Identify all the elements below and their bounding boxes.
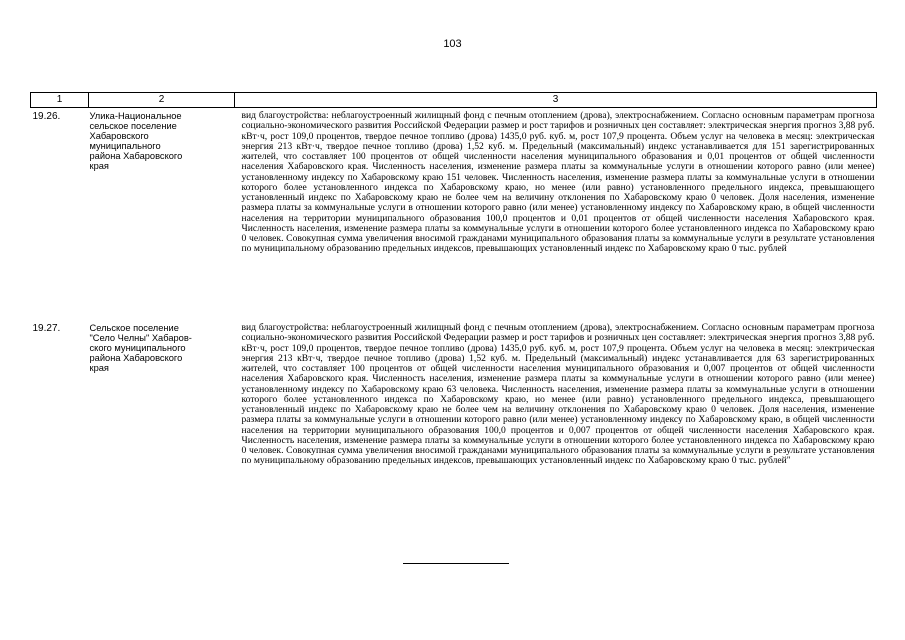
table-header-row	[31, 93, 877, 108]
footer-divider	[403, 563, 509, 564]
municipality-name: Улика-Национальное сельское поселение Хабаровского муниципального района Хабаровского края	[89, 111, 183, 172]
row-number: 19.27.	[32, 323, 61, 334]
table-row	[31, 108, 877, 321]
tariff-description: вид благоустройства: неблагоустроенный жилищный фонд с печным отоплением (дрова), электроснабжением. Согласно основным параметрам прогноза социально-экономического развития Российской Федерации размер и рост тарифов и розничных цен составляет: электрическая энергия прогноз 3,88 руб. кВт·ч, рост 109,0 процентов, твердое печное топливо (дрова) 1435,0 руб. куб. м, рост 107,9 процента. Объем услуг на человека в месяц: электрическая энергия 213 кВт·ч, твердое печное топливо (дрова) 1,52 куб. м. Предельный (максимальный) индекс устанавливается для 151 зарегистрированных жителей, что составляет 100 процентов от общей численности населения муниципального образования и 0,01 процентов от общей численности населения Хабаровского края. Численность населения, изменение размера платы за коммунальные услуги в отношении которого равно (или менее) установленному индексу по Хабаровскому краю 151 человек. Численность населения, изменение размера платы за коммунальные услуги в отношении которого более установленного индекса по Хабаровскому краю, но менее (или равно) установленного предельного индекса, превышающего установленный индекс по Хабаровскому краю не более чем на величину отклонения по Хабаровскому краю 0 человек. Доля населения, изменение размера платы за коммунальные услуги в отношении которого равно (или менее) установленному индексу по Хабаровскому краю, в общей численности населения на территории муниципального образования 100,0 процентов и 0,01 процентов от общей численности населения Хабаровского края. Численность населения, изменение размера платы за коммунальные услуги в отношении которого более установленного индекса по Хабаровскому краю 0 человек. Совокупная сумма увеличения вносимой гражданами муниципального образования платы за коммунальные услуги в результате установления по муниципальному образованию предельных индексов, превышающих установленный индекс по Хабаровскому краю 0 тыс. рублей	[241, 110, 875, 255]
municipality-name: Сельское поселение "Село Челны" Хабаров- ского муниципального района Хабаровского края	[89, 323, 192, 374]
column-header-2: 2	[89, 93, 235, 108]
tariff-description: вид благоустройства: неблагоустроенный жилищный фонд с печным отоплением (дрова), электроснабжением. Согласно основным параметрам прогноза социально-экономического развития Российской Федерации размер и рост тарифов и розничных цен составляет: электрическая энергия прогноз 3,88 руб. кВт·ч, рост 109,0 процентов, твердое печное топливо (дрова) 1435,0 руб. куб. м, рост 107,9 процента. Объем услуг на человека в месяц: электрическая энергия 213 кВт·ч, твердое печное топливо (дрова) 1,52 куб. м. Предельный (максимальный) индекс устанавливается для 63 зарегистрированных жителей, что составляет 100 процентов от общей численности населения муниципального образования и 0,007 процентов от общей численности населения Хабаровского края. Численность населения, изменение размера платы за коммунальные услуги в отношении которого равно (или менее) установленному индексу по Хабаровскому краю 63 человека. Численность населения, изменение размера платы за коммунальные услуги в отношении которого более установленного индекса по Хабаровскому краю, но менее (или равно) установленного предельного индекса, превышающего установленный индекс по Хабаровскому краю не более чем на величину отклонения по Хабаровскому краю 0 человек. Доля населения, изменение размера платы за коммунальные услуги в отношении которого равно (или менее) установленному индексу по Хабаровскому краю, в общей численности населения на территории муниципального образования 100,0 процентов и 0,007 процентов от общей численности населения Хабаровского края. Численность населения, изменение размера платы за коммунальные услуги в отношении которого более установленного индекса по Хабаровскому краю 0 человек. Совокупная сумма увеличения вносимой гражданами муниципального образования платы за коммунальные услуги в результате установления по муниципальному образованию предельных индексов, превышающих установленный индекс по Хабаровскому краю 0 тыс. рублей"	[241, 322, 875, 467]
page-number: 103	[443, 38, 462, 50]
column-header-3: 3	[235, 93, 877, 108]
column-header-1: 1	[31, 93, 89, 108]
row-number: 19.26.	[32, 111, 61, 122]
tariff-table	[30, 92, 877, 524]
table-row	[31, 320, 877, 524]
